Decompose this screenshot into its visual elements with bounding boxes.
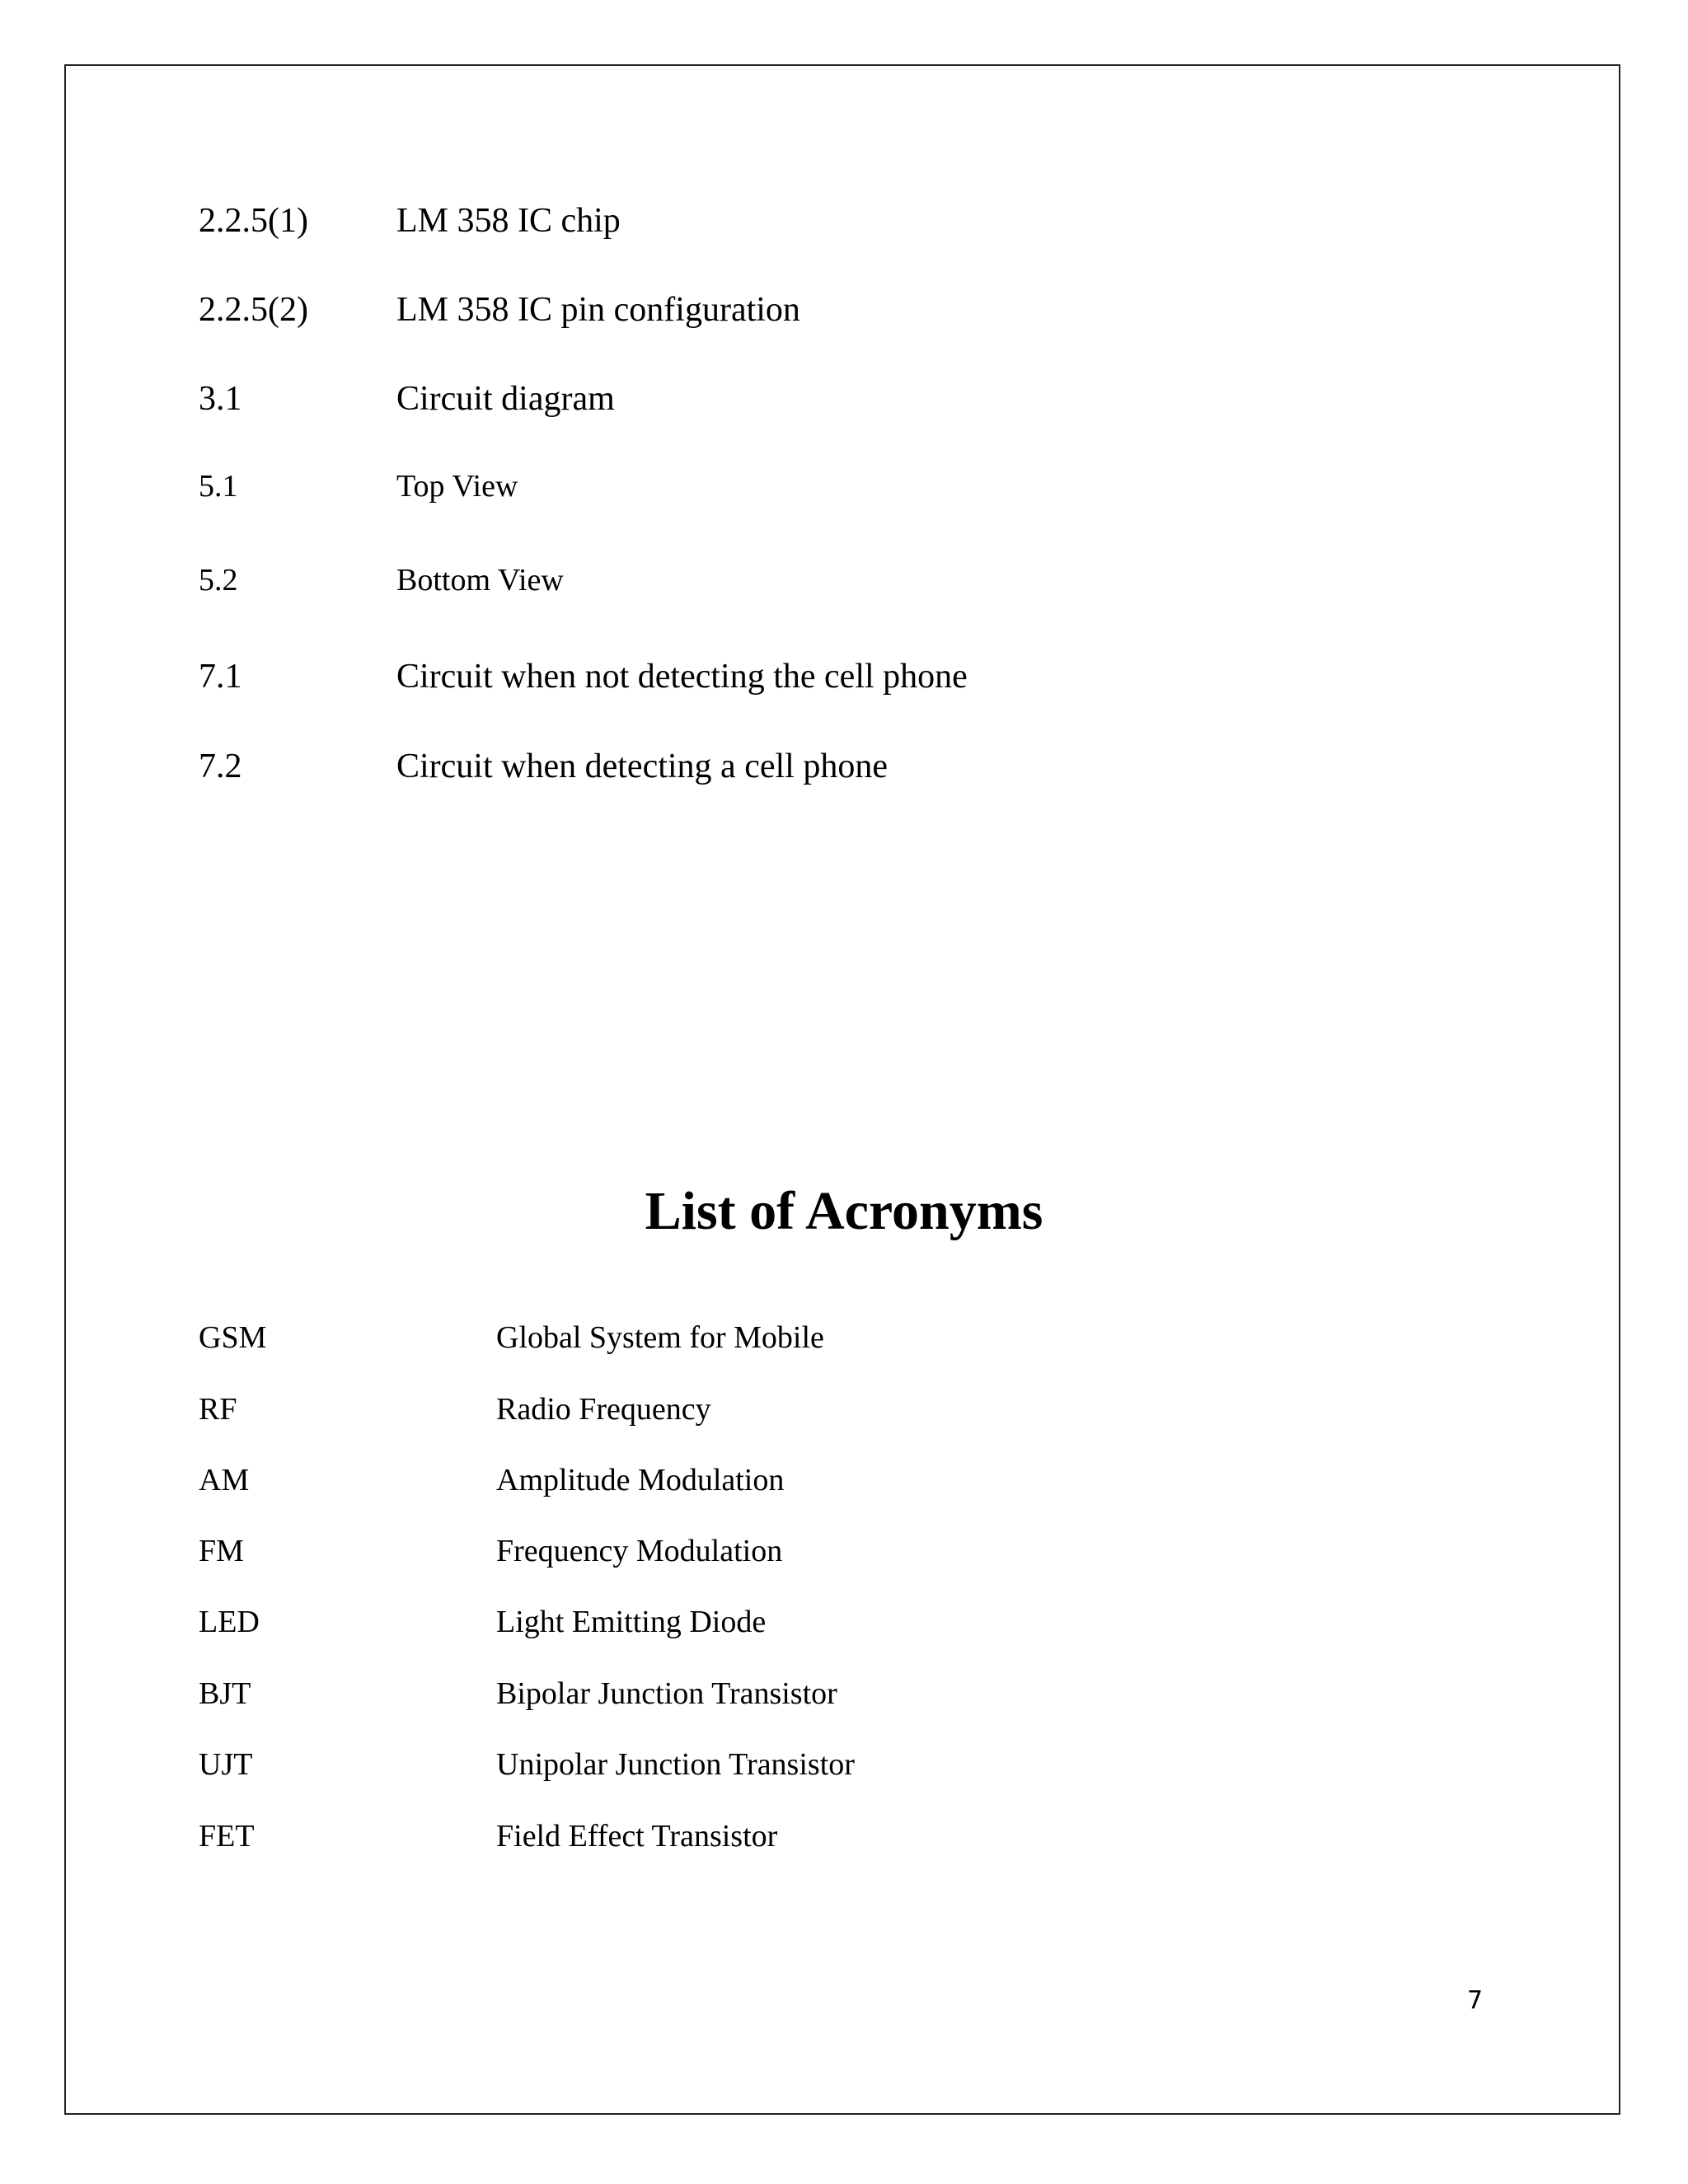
acronym-abbr: BJT — [199, 1676, 251, 1711]
acronym-definition: Light Emitting Diode — [496, 1605, 767, 1639]
acronym-row — [0, 1526, 1688, 1576]
acronym-row — [0, 1597, 1688, 1647]
figure-number: 3.1 — [199, 380, 242, 418]
acronym-abbr: FM — [199, 1534, 244, 1568]
figure-list-item — [0, 196, 1688, 246]
figure-number: 2.2.5(2) — [199, 291, 308, 329]
acronym-definition: Radio Frequency — [496, 1392, 711, 1427]
figure-number: 7.2 — [199, 748, 242, 785]
figure-title: Circuit diagram — [396, 380, 615, 418]
acronym-row — [0, 1811, 1688, 1861]
acronym-definition: Bipolar Junction Transistor — [496, 1676, 837, 1711]
figure-list-item — [0, 652, 1688, 701]
figure-list-item — [0, 742, 1688, 791]
page-number: 7 — [1467, 1986, 1484, 2015]
figure-title: Top View — [396, 469, 518, 504]
acronym-abbr: AM — [199, 1463, 250, 1497]
acronym-abbr: UJT — [199, 1747, 253, 1782]
acronym-definition: Unipolar Junction Transistor — [496, 1747, 855, 1782]
figure-list-item — [0, 555, 1688, 605]
figure-title: Bottom View — [396, 563, 564, 598]
acronym-row — [0, 1740, 1688, 1789]
figure-title: Circuit when detecting a cell phone — [396, 748, 888, 785]
acronym-abbr: FET — [199, 1819, 255, 1854]
page-border — [64, 64, 1620, 2115]
figure-number: 7.1 — [199, 658, 242, 696]
acronym-abbr: GSM — [199, 1320, 267, 1355]
acronym-abbr: RF — [199, 1392, 237, 1427]
acronym-row — [0, 1385, 1688, 1434]
acronym-definition: Frequency Modulation — [496, 1534, 783, 1568]
figure-list-item — [0, 374, 1688, 424]
figure-title: LM 358 IC pin configuration — [396, 291, 800, 329]
figure-number: 5.1 — [199, 469, 238, 504]
figure-list-item — [0, 462, 1688, 511]
figure-number: 2.2.5(1) — [199, 202, 308, 240]
acronym-row — [0, 1313, 1688, 1362]
section-title: List of Acronyms — [645, 1181, 1043, 1241]
acronym-definition: Amplitude Modulation — [496, 1463, 785, 1497]
figure-title: Circuit when not detecting the cell phone — [396, 658, 968, 696]
acronym-row — [0, 1669, 1688, 1718]
acronym-definition: Field Effect Transistor — [496, 1819, 778, 1854]
figure-list-item — [0, 285, 1688, 335]
acronym-definition: Global System for Mobile — [496, 1320, 824, 1355]
acronym-row — [0, 1455, 1688, 1505]
acronym-abbr: LED — [199, 1605, 260, 1639]
figure-number: 5.2 — [199, 563, 238, 598]
figure-title: LM 358 IC chip — [396, 202, 621, 240]
